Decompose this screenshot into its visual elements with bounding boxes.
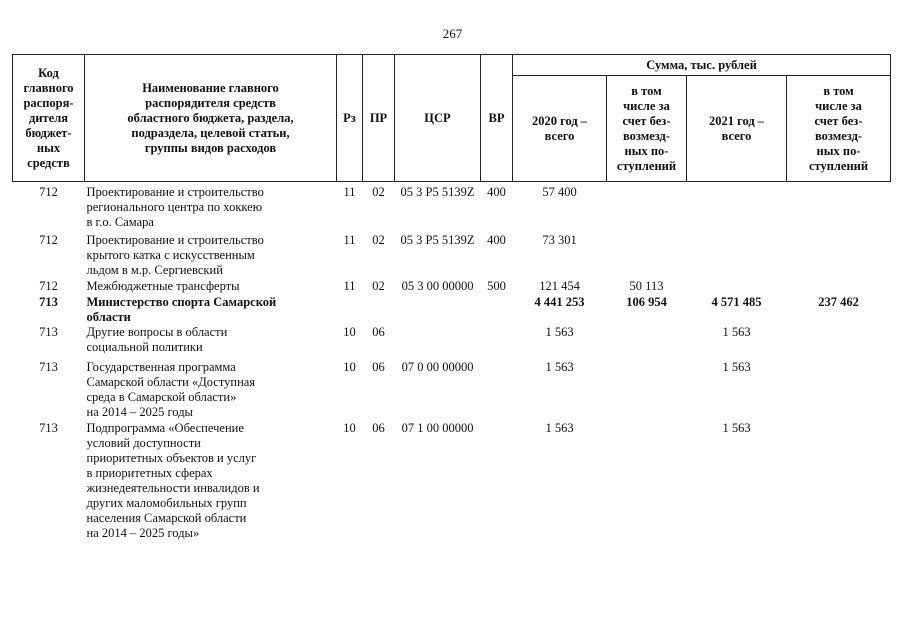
cell-csr (395, 325, 481, 360)
cell-rz (337, 295, 363, 325)
cell-vr (481, 360, 513, 421)
cell-csr: 05 3 00 00000 (401, 279, 474, 293)
cell-vr: 400 (487, 185, 506, 199)
cell-pr: 02 (372, 233, 385, 247)
page-number: 267 (442, 26, 463, 41)
cell-rz: 10 (343, 421, 356, 435)
cell-2020-free (607, 182, 687, 234)
cell-2020-total: 57 400 (542, 185, 577, 199)
cell-2021-free (787, 421, 891, 542)
table-row (13, 325, 891, 360)
header-sum-group: Сумма, тыс. рублей (513, 55, 891, 76)
header-name: Наименование главного распорядителя средств областного бюджета, раздела, подраздела, целевой статьи, группы видов расходов (85, 55, 337, 182)
cell-2020-total: 1 563 (545, 360, 574, 374)
cell-pr: 02 (372, 185, 385, 199)
cell-vr (481, 325, 513, 360)
table-body (13, 182, 891, 543)
cell-code: 712 (39, 279, 58, 293)
table-row (13, 182, 891, 234)
cell-2020-free: 106 954 (626, 295, 667, 309)
cell-2020-free (607, 233, 687, 279)
cell-2020-free (607, 360, 687, 421)
cell-name: Другие вопросы в области социальной политики (86, 325, 228, 354)
cell-2020-total: 73 301 (542, 233, 577, 247)
header-2021-free: в том числе за счет без- возмезд- ных по- ступлений (787, 76, 891, 182)
cell-2021-total: 4 571 485 (711, 295, 762, 309)
cell-csr (395, 295, 481, 325)
table-row (13, 421, 891, 542)
cell-name: Проектирование и строительство крытого катка с искусственным льдом в м.р. Сергиевский (86, 233, 264, 277)
cell-rz: 11 (343, 279, 356, 293)
cell-2020-total: 121 454 (539, 279, 580, 293)
table-row (13, 360, 891, 421)
header-code: Код главного распоря- дителя бюджет- ных средств (13, 55, 85, 182)
cell-2020-total: 1 563 (545, 325, 574, 339)
cell-2021-total: 1 563 (722, 325, 751, 339)
cell-pr (363, 295, 395, 325)
cell-2021-free: 237 462 (818, 295, 859, 309)
cell-pr: 06 (372, 325, 385, 339)
cell-code: 713 (39, 295, 58, 309)
cell-2020-total: 4 441 253 (534, 295, 585, 309)
cell-2021-total: 1 563 (722, 360, 751, 374)
cell-2020-free (607, 325, 687, 360)
cell-2021-total: 1 563 (722, 421, 751, 435)
cell-rz: 11 (343, 233, 356, 247)
cell-rz: 10 (343, 360, 356, 374)
cell-2020-total: 1 563 (545, 421, 574, 435)
table-row (13, 233, 891, 279)
cell-vr (481, 295, 513, 325)
header-2021-total: 2021 год – всего (687, 76, 787, 182)
cell-2020-free (607, 421, 687, 542)
cell-2021-total (687, 279, 787, 295)
cell-name: Проектирование и строительство регионального центра по хоккею в г.о. Самара (86, 185, 264, 229)
cell-code: 713 (39, 325, 58, 339)
cell-pr: 06 (372, 360, 385, 374)
cell-code: 712 (39, 233, 58, 247)
header-2020-total: 2020 год – всего (513, 76, 607, 182)
table-header (13, 55, 891, 182)
cell-rz: 11 (343, 185, 356, 199)
header-csr: ЦСР (395, 55, 481, 182)
cell-2021-free (787, 279, 891, 295)
cell-csr: 07 1 00 00000 (401, 421, 474, 435)
cell-2021-total (687, 233, 787, 279)
cell-name: Министерство спорта Самарской области (86, 295, 277, 324)
cell-2021-total (687, 182, 787, 234)
cell-code: 713 (39, 360, 58, 374)
cell-2021-free (787, 182, 891, 234)
header-rz: Рз (337, 55, 363, 182)
cell-csr: 07 0 00 00000 (401, 360, 474, 374)
cell-csr: 05 3 P5 5139Z (400, 185, 475, 199)
cell-2020-free: 50 113 (629, 279, 664, 293)
cell-pr: 02 (372, 279, 385, 293)
cell-pr: 06 (372, 421, 385, 435)
cell-code: 713 (39, 421, 58, 435)
cell-name: Государственная программа Самарской области «Доступная среда в Самарской области» на 2014 – 2025 годы (86, 360, 256, 419)
cell-code: 712 (39, 185, 58, 199)
cell-vr: 400 (487, 233, 506, 247)
cell-2021-free (787, 360, 891, 421)
cell-2021-free (787, 325, 891, 360)
cell-vr (481, 421, 513, 542)
cell-rz: 10 (343, 325, 356, 339)
header-pr: ПР (363, 55, 395, 182)
table-row (13, 295, 891, 325)
budget-table (12, 54, 891, 542)
cell-name: Межбюджетные трансферты (86, 279, 240, 293)
cell-vr: 500 (487, 279, 506, 293)
header-vr: ВР (481, 55, 513, 182)
cell-name: Подпрограмма «Обеспечение условий доступности приоритетных объектов и услуг в приоритетных сферах жизнедеятельности инвалидов и других маломобильных групп населения Самарской области на 2014 – 2025 годы» (86, 421, 260, 540)
cell-csr: 05 3 P5 5139Z (400, 233, 475, 247)
cell-2021-free (787, 233, 891, 279)
table-row (13, 279, 891, 295)
header-2020-free: в том числе за счет без- возмезд- ных по- ступлений (607, 76, 687, 182)
